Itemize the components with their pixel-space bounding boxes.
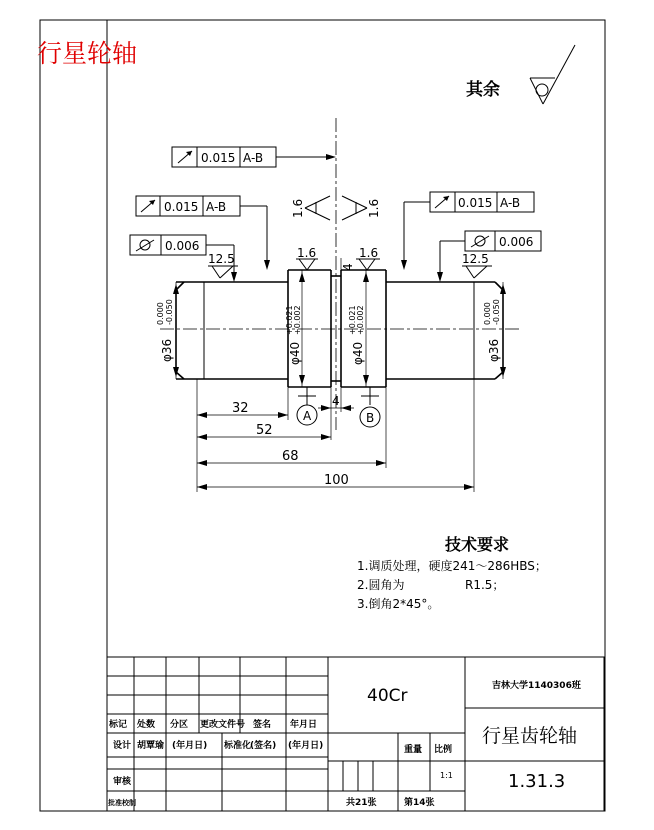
tb-weight: 重量 (404, 745, 423, 755)
tol-top-value: 0.015 (201, 151, 236, 165)
dim-68-text: 68 (282, 449, 299, 464)
tb-zone: 分区 (170, 720, 189, 730)
tb-material: 40Cr (367, 686, 408, 706)
datum-a-label: A (303, 409, 312, 423)
tol-left-datum: A-B (206, 200, 227, 214)
part-title: 行星轮轴 (37, 39, 138, 68)
roughness-symbol-icon (530, 45, 575, 104)
tol-top-datum: A-B (243, 151, 264, 165)
tech-req-item-1: 1.调质处理，硬度241～286HBS； (357, 559, 547, 573)
tolerance-frame-left (136, 196, 270, 270)
roughness-r3 (296, 246, 318, 270)
roughness-r1-value: 1.6 (291, 198, 305, 218)
roughness-r6-value: 12.5 (462, 252, 489, 266)
diam-midleft-upper: +0.021 (285, 305, 294, 335)
tol-right-value: 0.015 (458, 196, 493, 210)
datum-a (297, 387, 317, 425)
outer-frame (40, 20, 605, 811)
datum-b (360, 387, 380, 427)
dim-52 (197, 423, 331, 440)
diam-left-upper: 0.000 (156, 302, 165, 325)
cyl-left-value: 0.006 (165, 239, 200, 253)
shaft-outline (176, 270, 503, 387)
tol-left-value: 0.015 (164, 200, 199, 214)
tolerance-frame-top (172, 147, 336, 167)
dim-100 (197, 473, 474, 490)
dim-32 (197, 401, 288, 418)
tech-req-item-3: 3.倒角2*45°。 (357, 597, 440, 611)
tech-req-heading: 技术要求 (445, 535, 510, 554)
tb-scale-label: 比例 (434, 745, 453, 755)
roughness-r4 (356, 246, 380, 270)
tb-review: 审核 (113, 777, 132, 787)
tb-change-doc: 更改文件号 (200, 720, 246, 730)
tb-date2: (年月日) (172, 741, 208, 751)
diam-left-lower: -0.050 (165, 299, 174, 325)
diam-midright-label: φ40 (351, 341, 365, 365)
diameter-mid-right (348, 270, 369, 387)
roughness-r4-value: 1.6 (359, 246, 379, 260)
roughness-r2 (342, 196, 381, 220)
tb-date: 年月日 (290, 720, 318, 730)
dim-100-text: 100 (324, 473, 349, 488)
diam-left-label: φ36 (160, 338, 174, 362)
tech-req-item-2: 2.圆角为 (357, 578, 405, 592)
roughness-r2-value: 1.6 (367, 198, 381, 218)
groove-depth-dim (341, 258, 355, 276)
dim-4b-text: 4 (332, 394, 340, 408)
tb-drawing-number: 1.31.3 (508, 771, 566, 792)
roughness-r5-value: 12.5 (208, 252, 235, 266)
datum-b-label: B (366, 411, 375, 425)
tech-req-item-2b: R1.5； (465, 578, 505, 592)
tb-sign: 签名 (253, 720, 272, 730)
tol-right-datum: A-B (500, 196, 521, 210)
tb-date3: (年月日) (288, 741, 324, 751)
tb-count: 处数 (137, 720, 156, 730)
roughness-r3-value: 1.6 (297, 246, 317, 260)
diam-right-lower: -0.050 (492, 299, 501, 325)
tb-school: 吉林大学1140306班 (492, 681, 581, 691)
dim-68 (197, 449, 386, 466)
tb-sign2: (签名) (250, 741, 277, 751)
tb-sheet-no: 第14张 (404, 798, 435, 808)
dim-4a-text: 4 (341, 263, 355, 271)
tb-mark: 标记 (109, 720, 128, 730)
tb-standard: 标准化 (224, 741, 252, 751)
dim-4b (318, 394, 354, 411)
diam-midleft-lower: +0.002 (293, 305, 302, 335)
tb-approve: 批准校制 (108, 799, 136, 807)
diam-midright-upper: +0.021 (348, 305, 357, 335)
tb-design-name: 胡覃瑜 (137, 741, 165, 751)
tb-design: 设计 (113, 741, 132, 751)
dim-52-text: 52 (256, 423, 273, 438)
tb-scale: 1:1 (440, 771, 453, 780)
diam-right-label: φ36 (487, 338, 501, 362)
roughness-r1 (291, 196, 330, 220)
diam-midright-lower: +0.002 (356, 305, 365, 335)
tb-sheets-total: 共21张 (346, 798, 377, 808)
diam-right-upper: 0.000 (483, 302, 492, 325)
cyl-right-value: 0.006 (499, 235, 534, 249)
diam-midleft-label: φ40 (288, 341, 302, 365)
dim-32-text: 32 (232, 401, 249, 416)
tb-drawing-name: 行星齿轮轴 (482, 725, 578, 747)
cylindricity-frame-right (437, 231, 541, 282)
roughness-r6 (462, 252, 492, 278)
surface-finish-note: 其余 (466, 80, 500, 100)
